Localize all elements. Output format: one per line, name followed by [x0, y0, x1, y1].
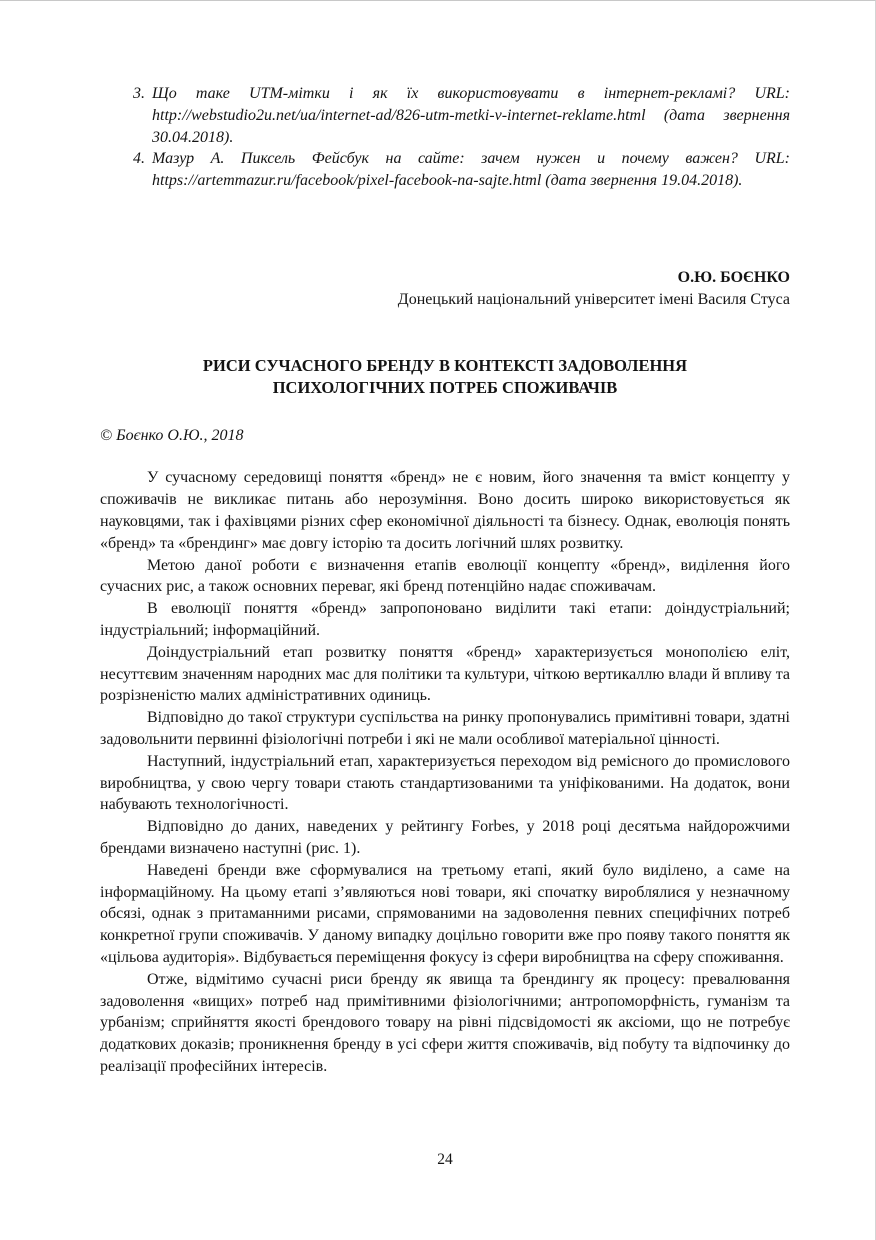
body-paragraph: В еволюції поняття «бренд» запропоновано виділити такі етапи: доіндустріальний; індустріальний; інформаційний.	[100, 600, 790, 639]
references-list	[100, 83, 790, 192]
reference-text: Що таке UTM-мітки і як їх використовувати в інтернет-рекламі? URL: http://webstudio2u.net/ua/internet-ad/826-utm-metki-v-internet-reklame.html (дата звернення 30.04.2018).	[152, 85, 790, 146]
article-title-line2: ПСИХОЛОГІЧНИХ ПОТРЕБ СПОЖИВАЧІВ	[272, 377, 618, 397]
body-paragraph: Отже, відмітимо сучасні риси бренду як явища та брендингу як процесу: превалювання задоволення «вищих» потреб над примітивними фізіологічними; антропоморфність, гуманізм та урбанізм; сприйняття якості брендового товару на рівні підсвідомості як аксіоми, що не потребує додаткових доказів; проникнення бренду в усі сфери життя споживачів, від побуту та відпочинку до реалізації професійних інтересів.	[100, 970, 790, 1075]
reference-number: 3.	[133, 85, 145, 102]
body-paragraph: Наступний, індустріальний етап, характеризується переходом від ремісного до промислового виробництва, у свою чергу товари стають стандартизованими та уніфікованими. На додаток, вони набувають технологічності.	[100, 752, 790, 814]
author-affiliation: Донецький національний університет імені Василя Стуса	[397, 290, 790, 308]
body-paragraph: У сучасному середовищі поняття «бренд» не є новим, його значення та вміст концепту у споживачів не викликає питань або нерозуміння. Воно досить широко використовується як науковцями, так і фахівцями різних сфер економічної діяльності та бізнесу. Однак, еволюція понять «бренд» та «брендинг» має довгу історію та досить логічний шлях розвитку.	[100, 469, 790, 552]
reference-text: Мазур А. Пиксель Фейсбук на сайте: зачем нужен и почему важен? URL: https://artemmazur.ru/facebook/pixel-facebook-na-sajte.html (дата звернення 19.04.2018).	[152, 150, 790, 190]
article-body	[100, 467, 790, 1077]
body-paragraph: Відповідно до даних, наведених у рейтингу Forbes, у 2018 році десятьма найдорожчими брендами визначено наступні (рис. 1).	[100, 818, 790, 857]
reference-item	[100, 148, 790, 192]
article-title-line1: РИСИ СУЧАСНОГО БРЕНДУ В КОНТЕКСТІ ЗАДОВОЛЕННЯ	[202, 355, 688, 375]
body-paragraph: Наведені бренди вже сформувалися на третьому етапі, який було виділено, а саме на інформаційному. На цьому етапі з’являються нові товари, які спочатку вироблялися у незначному обсязі, однак з притаманними рисами, спрямованими на задоволення певних специфічних потреб конкретної групи споживачів. У даному випадку доцільно говорити вже про появу такого поняття як «цільова аудиторія». Відбувається переміщення фокусу із сфери виробництва на сферу споживання.	[100, 861, 790, 966]
page-number: 24	[437, 1151, 453, 1168]
body-paragraph: Відповідно до такої структури суспільства на ринку пропонувались примітивні товари, здатні задовольнити первинні фізіологічні потреби і які не мали особливої матеріальної цінності.	[100, 709, 790, 748]
reference-item	[100, 83, 790, 148]
page-content	[100, 1, 790, 1078]
copyright-line: © Боєнко О.Ю., 2018	[100, 426, 244, 444]
body-paragraph: Метою даної роботи є визначення етапів еволюції концепту «бренд», виділення його сучасних рис, а також основних переваг, які бренд потенційно надає споживачам.	[100, 556, 790, 596]
article-title	[100, 355, 790, 399]
reference-number: 4.	[133, 150, 145, 168]
body-paragraph: Доіндустріальний етап розвитку поняття «бренд» характеризується монополією еліт, несуттєвим значенням народних мас для політики та культури, чіткою вертикаллю влади й впливу та розрізненістю малих адміністративних одиниць.	[100, 643, 790, 705]
author-name: О.Ю. БОЄНКО	[677, 268, 790, 286]
author-block	[100, 267, 790, 311]
